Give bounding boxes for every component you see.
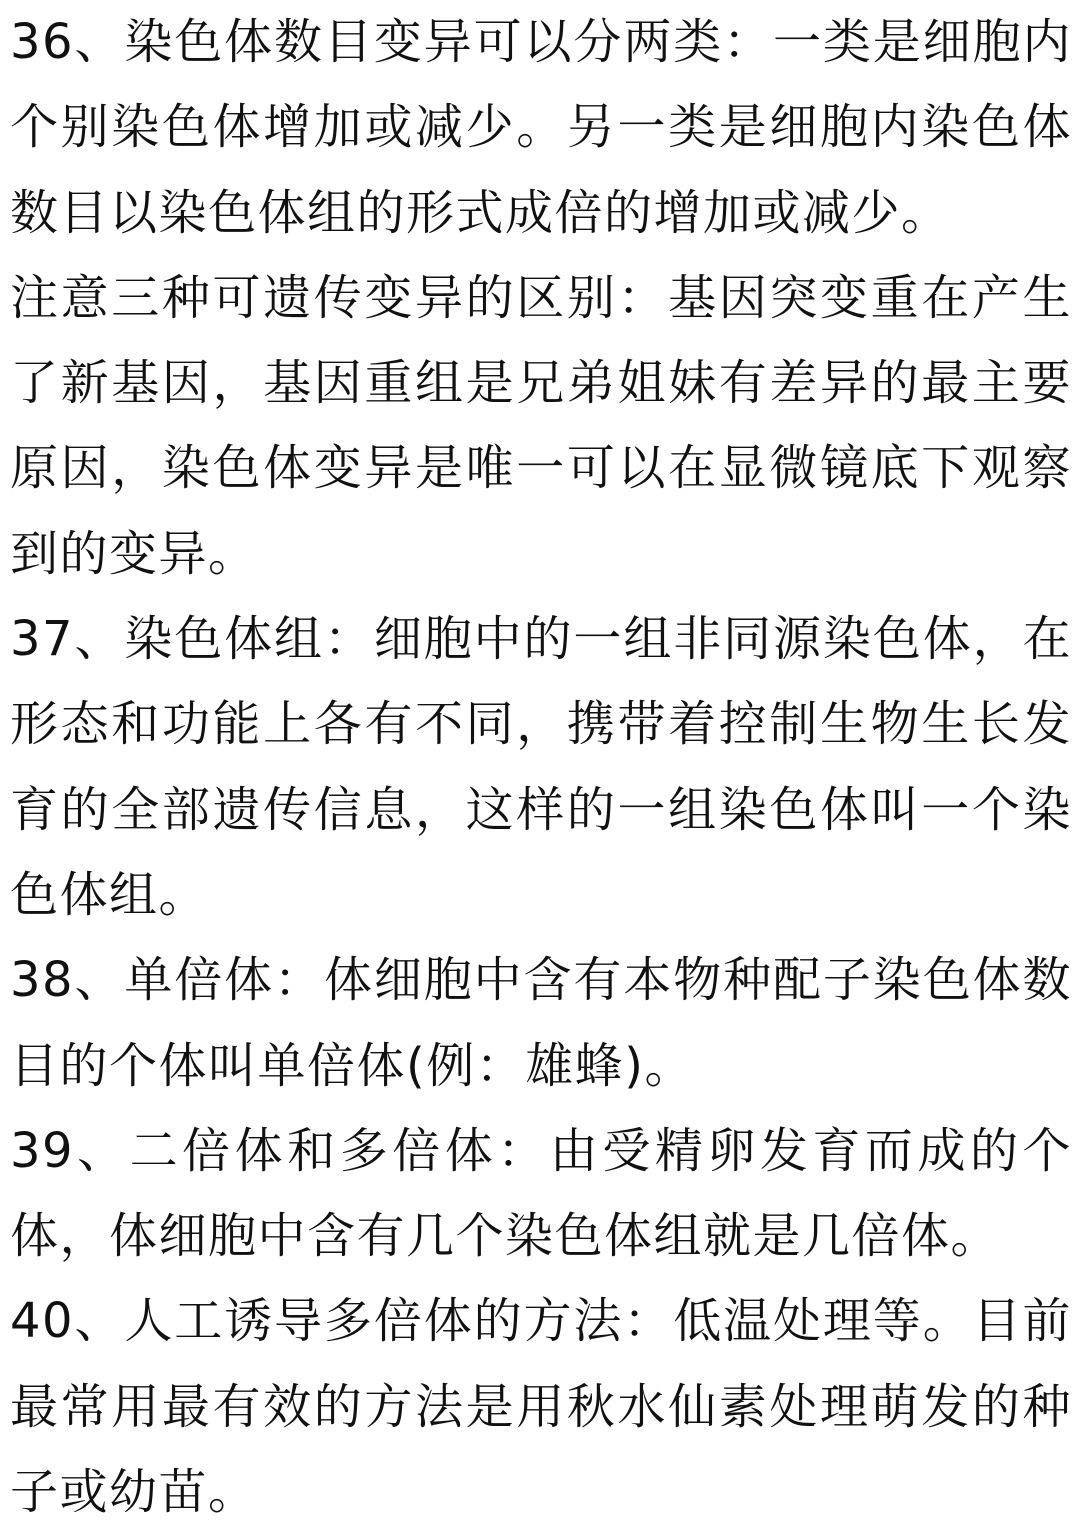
paragraph-36-chromosome-number-variation: 36、染色体数目变异可以分两类：一类是细胞内个别染色体增加或减少。另一类是细胞内染色体数目以染色体组的形式成倍的增加或减少。 [10,14,1072,241]
paragraph-39-diploid-polyploid: 39、二倍体和多倍体：由受精卵发育而成的个体，体细胞中含有几个染色体组就是几倍体。 [10,1122,1072,1265]
paragraph-38-haploid: 38、单倍体：体细胞中含有本物种配子染色体数目的个体叫单倍体(例：雄蜂)。 [10,952,1072,1094]
paragraph-37-chromosome-set: 37、染色体组：细胞中的一组非同源染色体，在形态和功能上各有不同，携带着控制生物生长发育的全部遗传信息，这样的一组染色体叫一个染色体组。 [10,611,1072,923]
paragraph-note-heritable-variation: 注意三种可遗传变异的区别：基因突变重在产生了新基因，基因重组是兄弟姐妹有差异的最主要原因，染色体变异是唯一可以在显微镜底下观察到的变异。 [10,269,1072,582]
document-body [10,0,1072,1535]
paragraph-40-induced-polyploidy: 40、人工诱导多倍体的方法：低温处理等。目前最常用最有效的方法是用秋水仙素处理萌发的种子或幼苗。 [10,1293,1072,1521]
